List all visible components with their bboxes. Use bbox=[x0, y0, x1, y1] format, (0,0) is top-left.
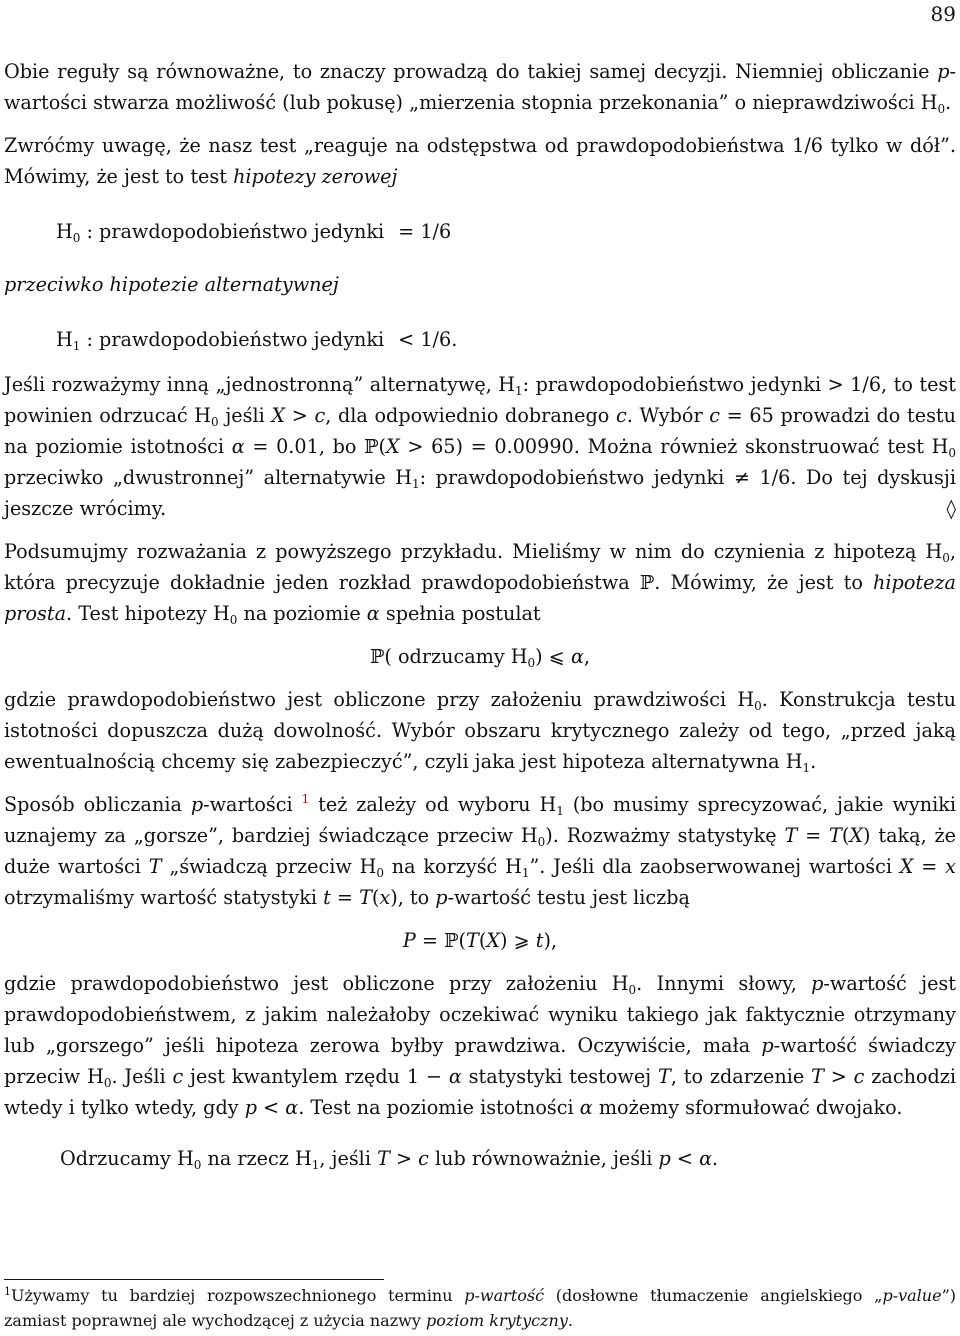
paragraph-p-value-interpretation: gdzie prawdopodobieństwo jest obliczone przy założeniu $H_0$. Innymi słowy, p-wartość jest prawdopodobieństwem, z jakim należałoby oczekiwać wyniku takiego jak faktycznie otrzymany lub „gorszego” jeśli hipoteza zerowa byłby prawdziwa. Oczywiście, mała p-wartość świadczy przeciw $H_0$. Jeśli c jest kwantylem rzędu 1 − α statystyki testowej T, to zdarzenie T > c zachodzi wtedy i tylko wtedy, gdy p < α. Test na poziomie istotności α możemy sformułować dwojako. bbox=[4, 972, 957, 1119]
page-number: 89 bbox=[930, 2, 956, 26]
paragraph-critical-region: gdzie prawdopodobieństwo jest obliczone przy założeniu prawdziwości $H_0$. Konstrukcja testu istotności dopuszcza dużą dowolność. Wybór obszaru krytycznego zależy od tego, „przed jaką ewentualnością chcemy się zabezpieczyć”, czyli jaka jest hipoteza alternatywna $H_1$. bbox=[4, 688, 956, 775]
hypothesis-h1: $H_1$ : prawdopodobieństwo jedynki < 1/6. bbox=[56, 328, 458, 353]
paragraph-one-sided: Jeśli rozważymy inną „jednostronną” alternatywę, $H_1$: prawdopodobieństwo jedynki > 1/6, to test powinien odrzucać $H_0$ jeśli X > c, dla odpowiednio dobranego c. Wybór c = 65 prowadzi do testu na poziomie istotności α = 0.01, bo ℙ(X > 65) = 0.00990. Można również skonstruować test $H_0$ przeciwko „dwustronnej” alternatywie $H_1$: prawdopodobieństwo jedynki ≠ 1/6. Do tej dyskusji jeszcze wrócimy. ◊ bbox=[4, 369, 956, 524]
footnote-reference[interactable]: 1 bbox=[301, 792, 310, 806]
page-body bbox=[4, 56, 956, 1174]
equation-p-value: P = ℙ(T(X) ⩾ t), bbox=[402, 929, 558, 952]
footnote-rule bbox=[4, 1279, 384, 1280]
paragraph-null-hypothesis-intro: Zwróćmy uwagę, że nasz test „reaguje na odstępstwa od prawdopodobieństwa 1/6 tylko w dół”. Mówimy, że jest to test hipotezy zerowej bbox=[4, 134, 956, 188]
paragraph-alternative-label: przeciwko hipotezie alternatywnej bbox=[4, 273, 339, 296]
term-null-hypothesis: hipotezy zerowej bbox=[233, 165, 398, 188]
paragraph-p-value-definition: Sposób obliczania p-wartości $^1$ też zależy od wyboru $H_1$ (bo musimy sprecyzować, jakie wyniki uznajemy za „gorsze”, bardziej świadczące przeciw $H_0$). Rozważmy statystykę T = T(X) taką, że duże wartości T „świadczą przeciw $H_0$ na korzyść $H_1$”. Jeśli dla zaobserwowanej wartości X = x otrzymaliśmy wartość statystyki t = T(x), to p-wartość testu jest liczbą bbox=[4, 792, 956, 909]
paragraph-simple-hypothesis: Podsumujmy rozważania z powyższego przykładu. Mieliśmy w nim do czynienia z hipotezą $H_0$, która precyzuje dokładnie jeden rozkład prawdopodobieństwa ℙ. Mówimy, że jest to hipoteza prosta. Test hipotezy $H_0$ na poziomie α spełnia postulat bbox=[4, 540, 956, 627]
end-of-example-diamond-icon: ◊ bbox=[946, 497, 956, 520]
equation-significance-level: ℙ( odrzucamy $H_0$) ⩽ α, bbox=[369, 645, 591, 670]
decision-rule: Odrzucamy $H_0$ na rzecz $H_1$, jeśli T > c lub równoważnie, jeśli p < α. bbox=[60, 1147, 719, 1172]
footnote: $^1$Używamy tu bardziej rozpowszechnionego terminu p-wartość (dosłowne tłumaczenie angielskiego „p-value”) zamiast poprawnej ale wychodzącej z użycia nazwy poziom krytyczny. bbox=[4, 1285, 956, 1330]
term-simple-hypothesis: hipoteza prosta bbox=[4, 571, 956, 625]
paragraph-equivalence: Obie reguły są równoważne, to znaczy prowadzą do takiej samej decyzji. Niemniej obliczanie p-wartości stwarza możliwość (lub pokusę) „mierzenia stopnia przekonania” o nieprawdziwości $H_0$. bbox=[4, 60, 956, 116]
hypothesis-h0: $H_0$ : prawdopodobieństwo jedynki = 1/6 bbox=[56, 220, 452, 245]
footnote-mark: 1 bbox=[4, 1285, 11, 1298]
